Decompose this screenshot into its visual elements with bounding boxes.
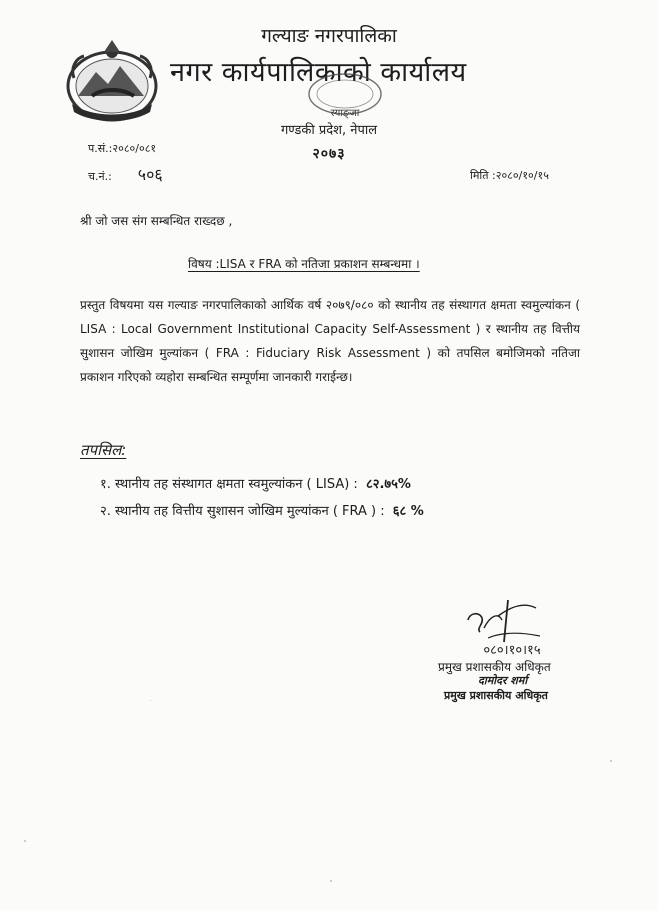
signatory-name: दामोदर शर्मा: [478, 674, 528, 687]
signatory-role-stamp: प्रमुख प्रशासकीय अधिकृत: [444, 689, 548, 702]
details-item-label: २. स्थानीय तह वित्तीय सुशासन जोखिम मुल्यांकन ( FRA ) :: [100, 504, 385, 519]
handwritten-signature: [440, 598, 570, 658]
established-year: २०७३: [312, 146, 346, 162]
details-item-value: ६८ %: [392, 504, 424, 519]
chalani-label: च.नं.:: [88, 170, 112, 183]
signature-date: ०८०।१०।१५: [483, 643, 541, 658]
details-item-label: १. स्थानीय तह संस्थागत क्षमता स्वमुल्यांकन ( LISA) :: [100, 477, 358, 492]
body-paragraph: प्रस्तुत विषयमा यस गल्याङ नगरपालिकाको आर्थिक वर्ष २०७९/०८० को स्थानीय तह संस्थागत क्षमता स्वमुल्यांकन ( LISA : Local Government Institutional Capacity Self-Assessment ) र स्थानीय तह वित्तीय सुशासन जोखिम मुल्यांकन ( FRA : Fiduciary Risk Assessment ) को तपसिल बमोजिमको नतिजा प्रकाशन गरिएको व्यहोरा सम्बन्धित सम्पूर्णमा जानकारी गराईन्छ।: [80, 298, 580, 384]
municipality-name: गल्याङ नगरपालिका: [261, 25, 397, 47]
patra-sankhya: प.सं.:२०८०/०८१: [88, 142, 157, 155]
details-heading: तपसिल:: [80, 441, 127, 459]
chalani-line: [88, 163, 163, 185]
seal-text: स्याङ्जा: [330, 108, 360, 119]
subject-line: विषय :LISA र FRA को नतिजा प्रकाशन सम्बन्धमा ।: [188, 257, 420, 271]
scan-speck: [150, 700, 151, 701]
office-seal-stamp: [300, 70, 390, 122]
scan-speck: [330, 880, 332, 882]
details-item-fra: [100, 501, 424, 519]
recipient-line: श्री जो जस संग सम्बन्धित राख्दछ ,: [80, 214, 233, 228]
scan-speck: [24, 840, 26, 842]
signatory-role: प्रमुख प्रशासकीय अधिकृत: [438, 660, 551, 674]
details-item-lisa: [100, 474, 411, 492]
province-country: गण्डकी प्रदेश, नेपाल: [280, 123, 378, 138]
office-title: नगर कार्यपालिकाको कार्यालय: [170, 57, 467, 88]
details-item-value: ८२.७५%: [365, 477, 411, 492]
scan-speck: [610, 760, 612, 762]
letter-date: मिति :२०८०/१०/१५: [470, 169, 549, 182]
chalani-number: ५०६: [137, 165, 163, 184]
nepal-emblem-logo: [62, 38, 162, 124]
